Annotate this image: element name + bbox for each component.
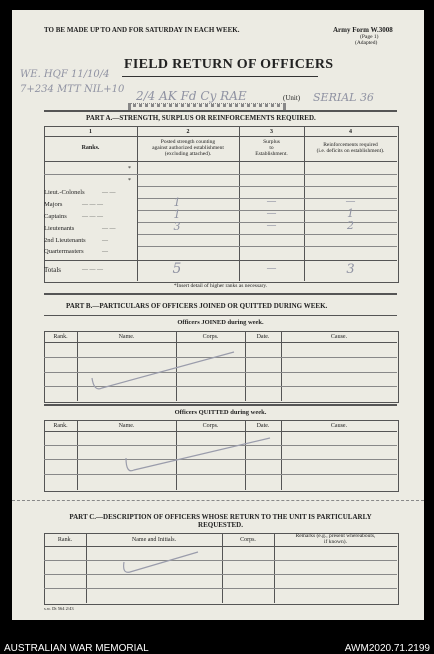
quitted-col-cause: Cause. [330, 423, 348, 429]
title-underline [122, 76, 318, 77]
captains-reinf: 1 [347, 207, 354, 220]
rule [281, 420, 282, 490]
joined-col-cause: Cause. [330, 334, 348, 340]
part-c-col-remarks-1: Remarks (e.g., present whereabouts, [295, 533, 376, 539]
majors-surplus: — [266, 196, 277, 207]
rank-label: Lieut.-Colonels [44, 189, 85, 196]
header-surplus-3: Establishment. [255, 151, 288, 157]
page-title: FIELD RETURN OF OFFICERS [124, 57, 334, 72]
rule [44, 588, 397, 589]
part-c-title-1: PART C.—DESCRIPTION OF OFFICERS WHOSE RETURN TO THE UNIT IS PARTICULARLY [69, 513, 372, 521]
rule [44, 136, 397, 137]
header-instruction: TO BE MADE UP TO AND FOR SATURDAY IN EACH WEEK. [44, 26, 240, 34]
rule [44, 110, 397, 112]
rule [44, 293, 397, 295]
rank-label: Lieutenants [44, 225, 75, 232]
part-b-title: PART B.—PARTICULARS OF OFFICERS JOINED OR QUITTED DURING WEEK. [66, 302, 328, 310]
archive-footer [0, 620, 434, 653]
lieutenants-posted: 3 [173, 220, 181, 233]
quitted-col-rank: Rank. [53, 423, 68, 429]
rule [44, 560, 397, 561]
col-number-3: 3 [270, 129, 273, 135]
rule [44, 431, 397, 432]
header-surplus-1: Surplus [263, 139, 280, 145]
handwritten-ref-1: WE. HQF 11/10/4 [20, 69, 110, 80]
rank-label: Quartermasters [44, 248, 84, 255]
majors-posted: 1 [173, 196, 181, 209]
nil-stroke-mark [118, 434, 278, 476]
quitted-col-name: Name. [118, 423, 135, 429]
rule [44, 174, 397, 175]
joined-col-rank: Rank. [53, 334, 68, 340]
captains-posted: 1 [173, 208, 181, 221]
totals-reinf: 3 [346, 262, 355, 277]
rule [281, 331, 282, 401]
quitted-col-corps: Corps. [202, 423, 219, 429]
rule [86, 533, 87, 603]
totals-surplus: — [266, 263, 277, 274]
totals-label: Totals [44, 266, 62, 274]
rule [44, 161, 397, 162]
footer-institution: AUSTRALIAN WAR MEMORIAL [4, 643, 149, 654]
nil-stroke-mark [84, 348, 244, 394]
quitted-title: Officers QUITTED during week. [174, 409, 267, 416]
col-number-4: 4 [349, 129, 352, 135]
form-adapted: (Adapted) [355, 40, 378, 46]
header-surplus-2: to [269, 145, 274, 151]
joined-col-corps: Corps. [202, 334, 219, 340]
footer-accession-number: AWM2020.71.2199 [344, 643, 430, 654]
leader-dashes: — [102, 249, 108, 255]
part-a-title: PART A.—STRENGTH, SURPLUS OR REINFORCEMENTS REQUIRED. [86, 114, 316, 122]
rule [222, 533, 223, 603]
leader-dashes: — — — [82, 267, 103, 273]
quitted-col-date: Date. [256, 423, 270, 429]
rank-label: Majors [44, 201, 63, 208]
joined-col-date: Date. [256, 334, 270, 340]
rule [44, 342, 397, 343]
handwritten-unit-name: 2/4 AK Fd Cy RAE [136, 89, 247, 103]
rule [138, 234, 397, 235]
part-a-footnote: *Insert detail of higher ranks as necessary. [173, 283, 268, 289]
rule [44, 315, 397, 316]
part-c-col-name: Name and Initials. [131, 537, 177, 543]
header-reinf-2: (i.e. deficits on establishment). [316, 148, 385, 154]
form-number: Army Form W.3008 [333, 26, 393, 34]
perforation-line [12, 500, 424, 501]
majors-reinf: — [345, 196, 356, 207]
leader-dashes: — — [102, 190, 116, 196]
rule [44, 546, 397, 547]
rule [138, 246, 397, 247]
printer-mark: s.w. Dt 564 2/43 [44, 606, 74, 611]
leader-dashes: — — — [82, 214, 103, 220]
col-number-2: 2 [186, 129, 190, 135]
rank-label: 2nd Lieutenants [44, 237, 86, 244]
nil-stroke-mark [116, 548, 206, 576]
rule [138, 186, 397, 187]
header-posted-2: against authorized establishment [152, 145, 224, 151]
asterisk: * [128, 166, 131, 172]
asterisk: * [128, 178, 131, 184]
header-reinf-1: Reinforcements required [323, 142, 378, 148]
part-c-title-2: REQUESTED. [198, 521, 243, 529]
handwritten-ref-2: 7+234 MTT NIL+10 [20, 84, 125, 95]
part-c-col-rank: Rank. [57, 537, 73, 543]
form-page: (Page 1) [360, 34, 379, 40]
leader-dashes: — [102, 238, 108, 244]
rule [245, 331, 246, 401]
lieutenants-surplus: — [266, 220, 277, 231]
rank-label: Captains [44, 213, 67, 220]
rule [44, 260, 397, 261]
rule [44, 574, 397, 575]
rule [77, 420, 78, 490]
totals-posted: 5 [172, 261, 182, 277]
part-c-col-corps: Corps. [240, 537, 256, 543]
rule [44, 404, 397, 406]
handwritten-serial: SERIAL 36 [313, 91, 374, 104]
leader-dashes: — — — [82, 202, 103, 208]
header-posted-3: (excluding attached). [164, 151, 212, 157]
unit-label: (Unit) [283, 94, 301, 102]
col-number-1: 1 [89, 129, 92, 135]
lieutenants-reinf: 2 [347, 219, 354, 232]
header-posted-1: Posted strength counting [160, 139, 216, 145]
part-c-col-remarks-2: if known). [324, 539, 347, 545]
captains-surplus: — [266, 208, 277, 219]
joined-title: Officers JOINED during week. [177, 319, 264, 326]
rule [77, 331, 78, 401]
joined-col-name: Name. [118, 334, 135, 340]
header-ranks: Ranks. [81, 145, 100, 151]
unit-dotted-line [128, 103, 286, 107]
leader-dashes: — — [102, 226, 116, 232]
